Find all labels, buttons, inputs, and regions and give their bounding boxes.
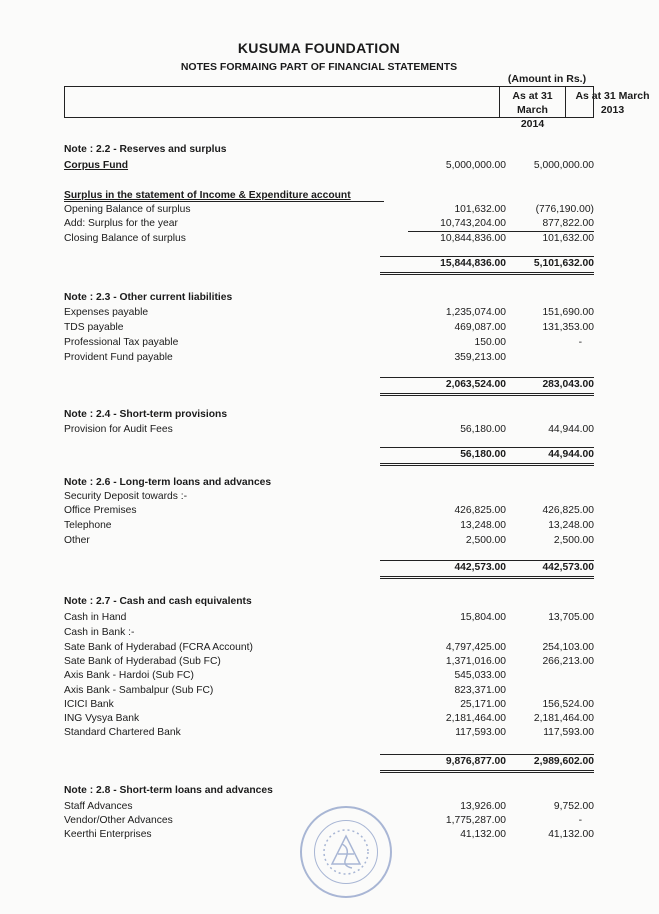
note-2-8-row-2014: 1,775,287.00	[445, 815, 506, 826]
note-2-6-row-label: Telephone	[64, 520, 112, 531]
note-2-3-row-2014: 1,235,074.00	[445, 307, 506, 318]
note-2-2-row-2014: 10,743,204.00	[440, 218, 506, 229]
column-header-2013-line2: 2013	[600, 104, 625, 116]
note-2-2-total-2013: 5,101,632.00	[533, 258, 594, 269]
column-header-2014-line2: 2014	[520, 118, 545, 130]
cash-in-hand-2013: 13,705.00	[548, 612, 594, 623]
note-2-2-row-2014: 101,632.00	[454, 204, 506, 215]
note-2-7-row-label: ICICI Bank	[64, 699, 114, 710]
auditor-seal-icon	[300, 806, 392, 898]
corpus-fund-2014: 5,000,000.00	[445, 160, 506, 171]
note-2-3-row-2013: 151,690.00	[542, 307, 594, 318]
subtotal-rule	[500, 231, 594, 232]
note-2-2-row-label: Opening Balance of surplus	[64, 204, 191, 215]
subtotal-rule	[408, 231, 506, 232]
double-rule	[380, 576, 594, 579]
note-2-7-row-2014: 545,033.00	[454, 670, 506, 681]
corpus-fund-label: Corpus Fund	[64, 160, 129, 171]
note-2-3-heading: Note : 2.3 - Other current liabilities	[64, 292, 233, 303]
surplus-heading-rule	[64, 201, 384, 202]
note-2-7-row-2013: 266,213.00	[542, 656, 594, 667]
note-2-6-row-label: Other	[64, 535, 90, 546]
note-2-4-heading: Note : 2.4 - Short-term provisions	[64, 409, 228, 420]
note-2-3-row-2014: 150.00	[474, 337, 506, 348]
note-2-3-row-label: Expenses payable	[64, 307, 149, 318]
note-2-2-row-label: Add: Surplus for the year	[64, 218, 178, 229]
note-2-6-subheading: Security Deposit towards :-	[64, 491, 188, 502]
note-2-8-row-2014: 41,132.00	[460, 829, 506, 840]
note-2-8-row-2013: 41,132.00	[548, 829, 594, 840]
note-2-7-row-2013: 117,593.00	[543, 727, 594, 738]
note-2-7-total-2013: 2,989,602.00	[533, 756, 594, 767]
note-2-7-row-2014: 4,797,425.00	[445, 642, 506, 653]
note-2-6-row-2013: 2,500.00	[553, 535, 594, 546]
cash-in-hand-2014: 15,804.00	[460, 612, 506, 623]
note-2-8-row-2014: 13,926.00	[460, 801, 506, 812]
note-2-2-row-2013: (776,190.00)	[535, 204, 594, 215]
cash-in-bank-label: Cash in Bank :-	[64, 627, 135, 638]
note-2-3-row-label: Provident Fund payable	[64, 352, 173, 363]
note-2-2-row-2013: 877,822.00	[542, 218, 594, 229]
note-2-4-row-label: Provision for Audit Fees	[64, 424, 173, 435]
auditor-seal-emblem-icon	[302, 808, 390, 896]
note-2-3-row-label: Professional Tax payable	[64, 337, 179, 348]
note-2-8-heading: Note : 2.8 - Short-term loans and advances	[64, 785, 273, 796]
note-2-7-row-2014: 117,593.00	[455, 727, 506, 738]
note-2-3-row-2014: 469,087.00	[454, 322, 506, 333]
note-2-7-total-2014: 9,876,877.00	[445, 756, 506, 767]
note-2-6-heading: Note : 2.6 - Long-term loans and advances	[64, 477, 272, 488]
note-2-4-row-2014: 56,180.00	[460, 424, 506, 435]
note-2-6-row-2013: 426,825.00	[542, 505, 594, 516]
org-name: KUSUMA FOUNDATION	[237, 40, 401, 56]
note-2-6-total-2014: 442,573.00	[454, 562, 506, 573]
note-2-2-heading: Note : 2.2 - Reserves and surplus	[64, 144, 227, 155]
note-2-3-total-2014: 2,063,524.00	[445, 379, 506, 390]
note-2-6-row-2014: 2,500.00	[465, 535, 506, 546]
double-rule	[380, 272, 594, 275]
note-2-7-row-label: ING Vysya Bank	[64, 713, 140, 724]
note-2-6-total-2013: 442,573.00	[542, 562, 594, 573]
note-2-7-row-label: Standard Chartered Bank	[64, 727, 181, 738]
note-2-6-row-2013: 13,248.00	[548, 520, 594, 531]
column-header-box	[64, 86, 650, 130]
note-2-3-row-2013: 131,353.00	[542, 322, 594, 333]
note-2-7-row-label: Axis Bank - Sambalpur (Sub FC)	[64, 685, 214, 696]
note-2-4-row-2013: 44,944.00	[548, 424, 594, 435]
note-2-6-row-label: Office Premises	[64, 505, 137, 516]
corpus-fund-2013: 5,000,000.00	[533, 160, 594, 171]
note-2-3-row-label: TDS payable	[64, 322, 124, 333]
column-header-2013-line1: As at 31 March	[575, 90, 650, 102]
note-2-8-row-2013: -	[578, 815, 582, 826]
column-header-2014-line1: As at 31 March	[512, 90, 553, 116]
note-2-8-row-label: Keerthi Enterprises	[64, 829, 152, 840]
double-rule	[380, 770, 594, 773]
note-2-3-row-2014: 359,213.00	[454, 352, 506, 363]
double-rule	[380, 393, 594, 396]
note-2-6-row-2014: 426,825.00	[454, 505, 506, 516]
amount-unit-label: (Amount in Rs.)	[507, 73, 587, 85]
note-2-4-total-2014: 56,180.00	[460, 449, 506, 460]
note-2-7-row-2014: 1,371,016.00	[445, 656, 506, 667]
note-2-3-total-2013: 283,043.00	[542, 379, 594, 390]
note-2-7-row-label: Axis Bank - Hardoi (Sub FC)	[64, 670, 194, 681]
note-2-8-row-2013: 9,752.00	[553, 801, 594, 812]
note-2-4-total-2013: 44,944.00	[548, 449, 594, 460]
note-2-7-row-label: Sate Bank of Hyderabad (Sub FC)	[64, 656, 221, 667]
note-2-2-row-2013: 101,632.00	[542, 233, 594, 244]
note-2-7-row-2013: 2,181,464.00	[533, 713, 594, 724]
note-2-7-row-2014: 25,171.00	[460, 699, 506, 710]
note-2-8-row-label: Vendor/Other Advances	[64, 815, 173, 826]
note-2-2-total-2014: 15,844,836.00	[440, 258, 506, 269]
note-2-2-row-label: Closing Balance of surplus	[64, 233, 186, 244]
note-2-3-row-2013: -	[578, 337, 582, 348]
note-2-7-row-2014: 2,181,464.00	[445, 713, 506, 724]
note-2-7-heading: Note : 2.7 - Cash and cash equivalents	[64, 596, 252, 607]
note-2-7-row-2013: 156,524.00	[542, 699, 594, 710]
note-2-8-row-label: Staff Advances	[64, 801, 133, 812]
note-2-7-row-2013: 254,103.00	[542, 642, 594, 653]
column-header-2014	[499, 87, 565, 130]
column-header-2013	[565, 87, 659, 117]
note-2-7-row-2014: 823,371.00	[454, 685, 506, 696]
note-2-7-row-label: Sate Bank of Hyderabad (FCRA Account)	[64, 642, 253, 653]
note-2-6-row-2014: 13,248.00	[460, 520, 506, 531]
double-rule	[380, 463, 594, 466]
page-subtitle: NOTES FORMAING PART OF FINANCIAL STATEMENTS	[180, 61, 458, 73]
note-2-2-row-2014: 10,844,836.00	[440, 233, 506, 244]
surplus-heading: Surplus in the statement of Income & Expenditure account	[64, 190, 351, 201]
cash-in-hand-label: Cash in Hand	[64, 612, 127, 623]
